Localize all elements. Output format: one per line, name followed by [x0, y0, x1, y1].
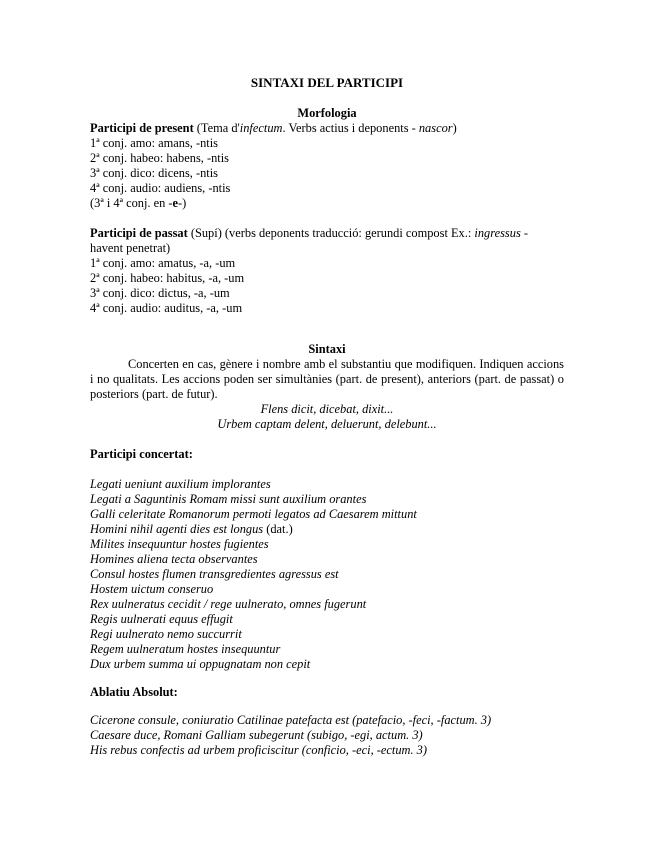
present-desc-e: )	[452, 121, 457, 135]
concertat-line: Legati ueniunt auxilium implorantes	[90, 477, 271, 491]
passat-intro	[90, 226, 564, 241]
concertat-line: Homines aliena tecta observantes	[90, 552, 258, 566]
passat-desc-b: ingressus	[474, 226, 521, 240]
dat-note: (dat.)	[263, 522, 293, 536]
passat-line: 3ª conj. dico: dictus, -a, -um	[90, 286, 230, 300]
concertat-line: Hostem uictum conseruo	[90, 582, 214, 596]
concertat-line: Legati a Saguntinis Romam missi sunt auxilium orantes	[90, 492, 367, 506]
present-note	[90, 196, 564, 211]
concertat-line-dat	[90, 522, 564, 537]
passat-line: 2ª conj. habeo: habitus, -a, -um	[90, 271, 245, 285]
sintaxi-example: Urbem captam delent, deluerunt, delebunt...	[217, 417, 437, 431]
present-note-a: (3ª i 4ª conj. en -	[90, 196, 173, 210]
ablatiu-line: His rebus confectis ad urbem proficiscitur (conficio, -eci, -ectum. 3)	[90, 743, 427, 757]
present-note-b: e	[172, 196, 179, 210]
passat-label: Participi de passat	[90, 226, 188, 240]
present-label: Participi de present	[90, 121, 194, 135]
present-line: 2ª conj. habeo: habens, -ntis	[90, 151, 229, 165]
sintaxi-paragraph: Concerten en cas, gènere i nombre amb el substantiu que modifiquen. Indiquen accions i no qualitats. Les accions poden ser simultànies (part. de present), anteriors (part. de passat) o posteriors (part. de futur).	[90, 357, 564, 401]
ablatiu-line: Cicerone consule, coniuratio Catilinae patefacta est (patefacio, -feci, -factum. 3)	[90, 713, 492, 727]
concertat-heading: Participi concertat:	[90, 447, 193, 461]
ablatiu-line: Caesare duce, Romani Galliam subegerunt (subigo, -egi, actum. 3)	[90, 728, 423, 742]
present-line: 4ª conj. audio: audiens, -ntis	[90, 181, 231, 195]
concertat-line: Homini nihil agenti dies est longus	[90, 522, 264, 536]
present-intro	[90, 121, 564, 136]
present-desc-b: infectum	[239, 121, 283, 135]
sintaxi-example: Flens dicit, dicebat, dixit...	[260, 402, 394, 416]
passat-line: 1ª conj. amo: amatus, -a, -um	[90, 256, 236, 270]
present-note-c: -)	[178, 196, 187, 210]
concertat-line: Milites insequuntur hostes fugientes	[90, 537, 269, 551]
concertat-line: Consul hostes flumen transgredientes agressus est	[90, 567, 339, 581]
passat-desc-c: -	[520, 226, 528, 240]
passat-desc-a: (Supí) (verbs deponents traducció: gerundi compost Ex.:	[187, 226, 475, 240]
passat-desc-d: havent penetrat)	[90, 241, 171, 255]
concertat-line: Rex uulneratus cecidit / rege uulnerato, omnes fugerunt	[90, 597, 367, 611]
concertat-line: Regi uulnerato nemo succurrit	[90, 627, 242, 641]
present-line: 3ª conj. dico: dicens, -ntis	[90, 166, 218, 180]
present-desc-a: (Tema d'	[193, 121, 240, 135]
passat-line: 4ª conj. audio: auditus, -a, -um	[90, 301, 243, 315]
sintaxi-heading: Sintaxi	[308, 342, 346, 356]
concertat-line: Regem uulneratum hostes insequuntur	[90, 642, 281, 656]
present-desc-d: nascor	[418, 121, 453, 135]
present-line: 1ª conj. amo: amans, -ntis	[90, 136, 218, 150]
morfologia-heading: Morfologia	[297, 106, 357, 120]
present-desc-c: . Verbs actius i deponents -	[282, 121, 419, 135]
concertat-line: Galli celeritate Romanorum permoti legatos ad Caesarem mittunt	[90, 507, 417, 521]
concertat-line: Regis uulnerati equus effugit	[90, 612, 233, 626]
ablatiu-heading: Ablatiu Absolut:	[90, 685, 178, 699]
concertat-line: Dux urbem summa ui oppugnatam non cepit	[90, 657, 311, 671]
page-title: SINTAXI DEL PARTICIPI	[250, 75, 404, 90]
